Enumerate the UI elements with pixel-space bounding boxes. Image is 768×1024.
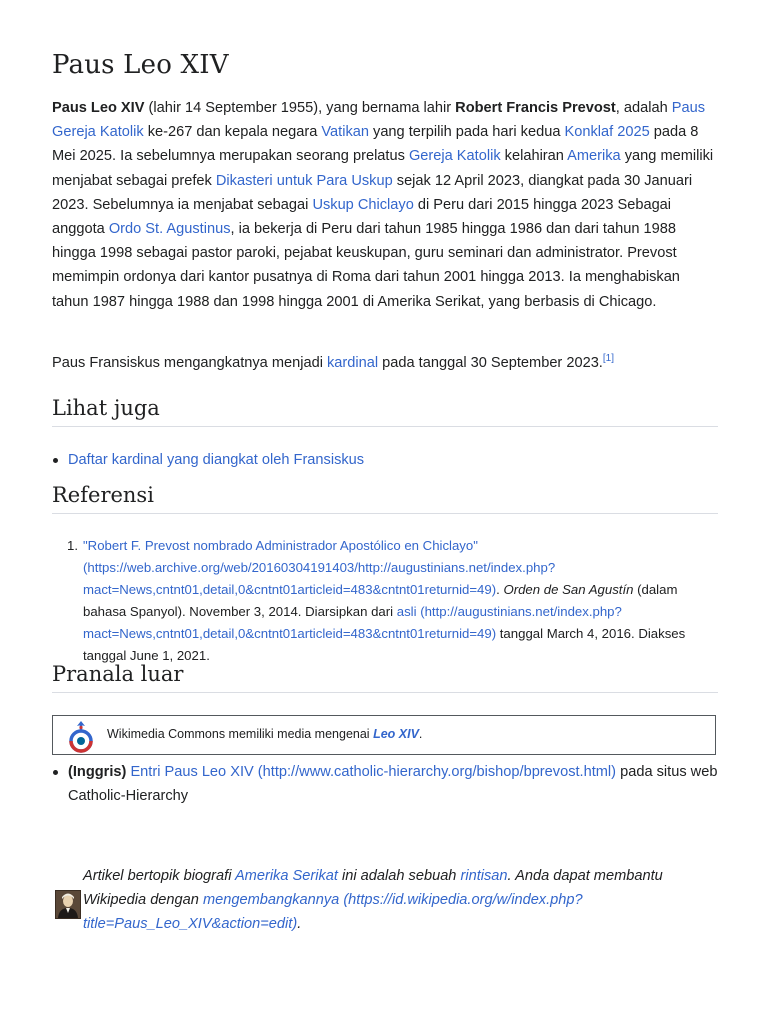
- text: .: [496, 582, 504, 597]
- link-daftar-kardinal[interactable]: Daftar kardinal yang diangkat oleh Fransiskus: [68, 452, 365, 468]
- text: di Peru dari 2015 hingga 2023 Sebagai anggota: [52, 196, 672, 238]
- reference-archive-url: (https://web.archive.org/web/20160304191403/http://augustinians.net/index.php?mact=News,cntnt01,detail,0&cntnt01articleid=483&cntnt01returnid=49): [83, 560, 556, 597]
- link-kardinal[interactable]: kardinal: [327, 355, 379, 371]
- commons-message: [107, 727, 422, 741]
- wikimedia-commons-icon: [65, 719, 97, 755]
- link-url: (http://www.catholic-hierarchy.org/bishop/bprevost.html): [253, 764, 617, 780]
- text: yang terpilih pada hari kedua: [368, 124, 565, 141]
- heading-external-links: Pranala luar: [52, 662, 718, 693]
- text: .: [418, 727, 423, 741]
- reference-list: [52, 535, 718, 667]
- link-amerika[interactable]: Amerika: [567, 148, 621, 165]
- text: , ia bekerja di Peru dari tahun 1985 hingga 1986 dan dari tahun 1988 hingga 1998 sebagai pastor paroki, pejabat keuskupan, guru seminari dan administrator. Prevost memimpin ordonya dari kantor pusatnya di Roma dari tahun 2001 hingga 2013. Ia menghabiskan tahun 1987 hingga 1988 dan 1998 hingga 2001 di Amerika Serikat, yang berbasis di Chicago.: [52, 221, 680, 310]
- text: ini adalah sebuah: [337, 868, 461, 884]
- heading-references: Referensi: [52, 483, 718, 514]
- reference-number: 1.: [67, 538, 78, 553]
- text: Paus Fransiskus mengangkatnya menjadi: [52, 355, 327, 371]
- text: pada tanggal 30 September 2023.: [378, 355, 603, 371]
- reference-title: "Robert F. Prevost nombrado Administrador Apostólico en Chiclayo": [83, 538, 478, 553]
- lead-paragraph: [52, 96, 718, 314]
- citation-link[interactable]: [1]: [602, 353, 614, 365]
- link-dikasteri[interactable]: Dikasteri untuk Para Uskup: [215, 172, 393, 189]
- text: Wikimedia Commons memiliki media mengenai: [107, 727, 374, 741]
- text: pada situs web Catholic-Hierarchy: [68, 764, 718, 804]
- link-url: (https://id.wikipedia.org/w/index.php?title=Paus_Leo_XIV&action=edit): [83, 892, 583, 933]
- reference-original-url: (http://augustinians.net/index.php?mact=News,cntnt01,detail,0&cntnt01articleid=483&cntnt01returnid=49): [83, 604, 622, 641]
- text: . Anda dapat membantu Wikipedia dengan: [83, 868, 663, 909]
- text: , adalah: [615, 100, 672, 116]
- link-amerika-serikat[interactable]: Amerika Serikat: [234, 868, 338, 884]
- portrait-icon: [55, 890, 81, 919]
- text: (dalam bahasa Spanyol). November 3, 2014. Diarsipkan dari: [83, 582, 678, 619]
- heading-see-also: Lihat juga: [52, 396, 718, 427]
- link-konklaf-2025[interactable]: Konklaf 2025: [564, 124, 650, 141]
- link-ordo-st-agustinus[interactable]: Ordo St. Agustinus: [108, 221, 231, 238]
- stub-notice: [83, 864, 723, 937]
- reference-item: [52, 535, 718, 667]
- cardinal-paragraph: [52, 351, 718, 375]
- text: tanggal March 4, 2016. Diakses tanggal June 1, 2021.: [83, 626, 686, 663]
- link-paus-gereja-katolik[interactable]: Paus Gereja Katolik: [52, 100, 706, 141]
- original-label: asli: [396, 604, 417, 619]
- birth-name: Robert Francis Prevost: [455, 100, 616, 116]
- link-label: mengembangkannya: [202, 892, 340, 909]
- text: .: [297, 916, 302, 933]
- language-tag: (Inggris): [68, 764, 127, 780]
- text: (lahir 14 September 1955), yang bernama lahir: [144, 100, 456, 116]
- link-commons-leo-xiv[interactable]: Leo XIV: [373, 727, 419, 741]
- link-vatikan[interactable]: Vatikan: [321, 124, 369, 141]
- subject-name: Paus Leo XIV: [52, 100, 145, 116]
- list-item: [52, 448, 718, 472]
- commons-box: [52, 715, 716, 755]
- reference-publisher: Orden de San Agustín: [503, 582, 634, 597]
- link-gereja-katolik[interactable]: Gereja Katolik: [408, 148, 501, 165]
- text: kelahiran: [500, 148, 568, 165]
- link-label: Entri Paus Leo XIV: [130, 764, 254, 780]
- text: ke-267 dan kepala negara: [143, 124, 322, 141]
- text: sejak 12 April 2023, diangkat pada 30 Januari 2023. Sebelumnya ia menjabat sebagai: [52, 172, 693, 213]
- page-title: Paus Leo XIV: [52, 50, 229, 80]
- list-item: [52, 760, 718, 808]
- text: pada 8 Mei 2025. Ia sebelumnya merupakan seorang prelatus: [52, 124, 699, 165]
- link-catholic-hierarchy[interactable]: [130, 764, 616, 780]
- link-uskup-chiclayo[interactable]: Uskup Chiclayo: [312, 196, 414, 213]
- text: Artikel bertopik biografi: [83, 868, 235, 884]
- reference-title-link[interactable]: [83, 538, 555, 597]
- link-rintisan[interactable]: rintisan: [460, 868, 508, 884]
- text: yang memiliki menjabat sebagai prefek: [52, 148, 714, 189]
- see-also-list: [52, 448, 718, 472]
- external-links-list: [52, 760, 718, 808]
